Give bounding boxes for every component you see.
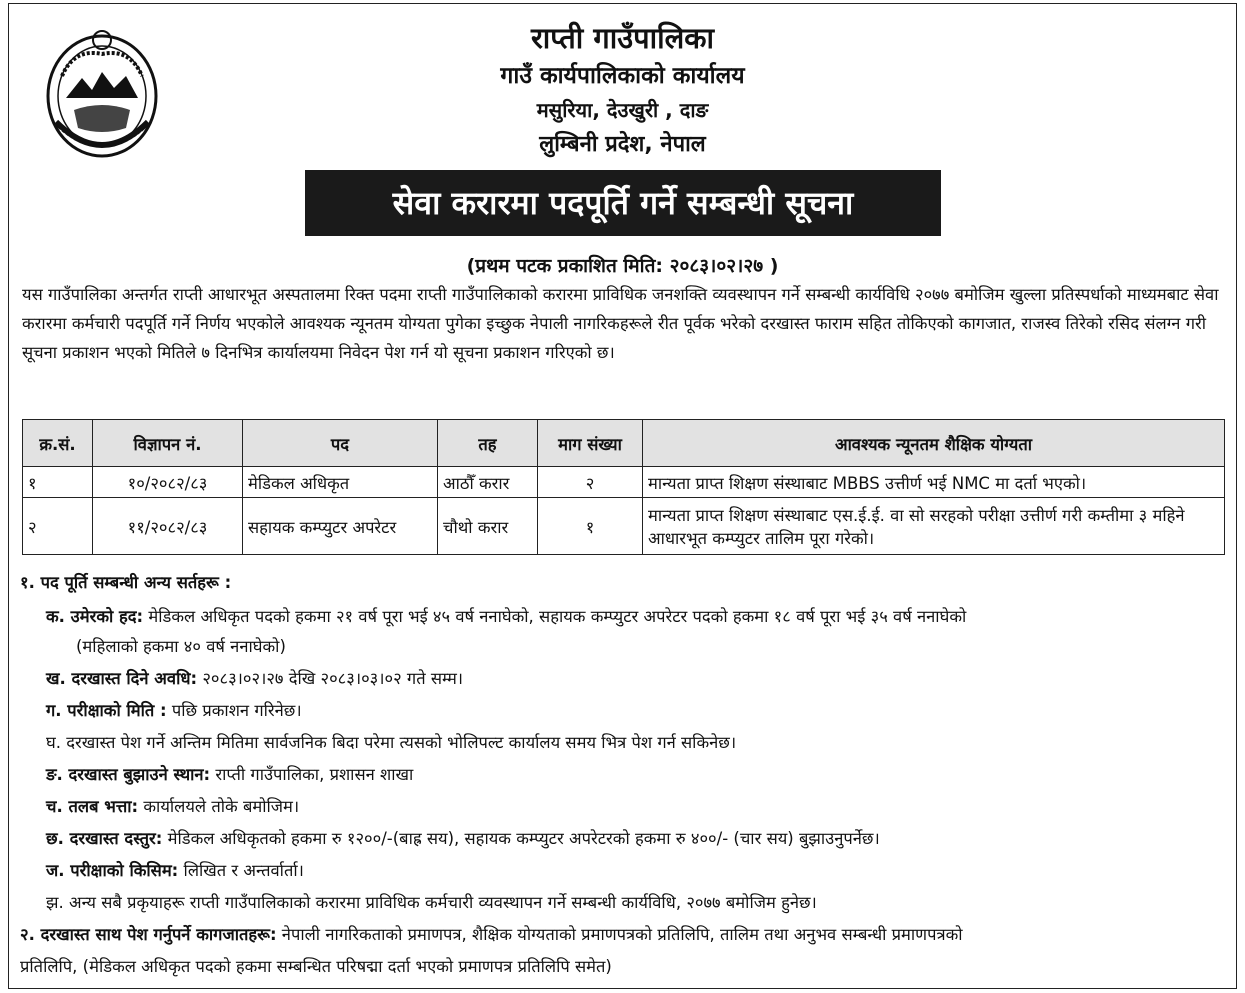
condition-label: क. उमेरको हद: xyxy=(46,607,144,626)
table-row xyxy=(23,467,1225,498)
col-sn: क्र.सं. xyxy=(23,420,93,467)
vacancy-table xyxy=(22,419,1225,555)
condition-salary xyxy=(46,794,299,817)
condition-text: मेडिकल अधिकृतको हकमा रु १२००/-(बाह्र सय), सहायक कम्प्युटर अपरेटरको हकमा रु ४००/- (चार सय) बुझाउनुपर्नेछ। xyxy=(162,829,880,848)
col-demand: माग संख्या xyxy=(538,420,643,467)
col-post: पद xyxy=(243,420,438,467)
condition-text: लिखित र अन्तर्वार्ता। xyxy=(178,861,304,880)
condition-text: कार्यालयले तोके बमोजिम। xyxy=(138,797,300,816)
condition-exam-date xyxy=(46,698,302,721)
cell-sn: २ xyxy=(23,498,93,555)
province-name: लुम्बिनी प्रदेश, नेपाल xyxy=(539,132,706,157)
cell-sn: १ xyxy=(23,467,93,498)
table-row xyxy=(23,498,1225,555)
col-level: तह xyxy=(438,420,538,467)
condition-exam-type xyxy=(46,858,304,881)
condition-age xyxy=(46,604,966,627)
cell-demand: २ xyxy=(538,467,643,498)
cell-qualification: मान्यता प्राप्त शिक्षण संस्थाबाट एस.ई.ई. वा सो सरहको परीक्षा उत्तीर्ण गरी कम्तीमा ३ महिने आधारभूत कम्प्युटर तालिम पूरा गरेको। xyxy=(643,498,1225,555)
section2-documents-cont: प्रतिलिपि, (मेडिकल अधिकृत पदको हकमा सम्बन्धित परिषद्मा दर्ता भएको प्रमाणपत्र प्रतिलिपि समेत) xyxy=(20,957,612,976)
office-name: गाउँ कार्यपालिकाको कार्यालय xyxy=(500,63,745,89)
intro-paragraph: यस गाउँपालिका अन्तर्गत राप्ती आधारभूत अस्पतालमा रिक्त पदमा राप्ती गाउँपालिकाको करारमा प्राविधिक जनशक्ति व्यवस्थापन गर्ने सम्बन्धी कार्यविधि २०७७ बमोजिम खुल्ला प्रतिस्पर्धाको माध्यमबाट सेवा करारमा कर्मचारी पदपूर्ति गर्ने निर्णय भएकोले आवश्यक न्यूनतम योग्यता पुगेका इच्छुक नेपाली नागरिकहरूले रीत पूर्वक भरेको दरखास्त फाराम सहित तोकिएको कागजात, राजस्व तिरेको रसिद संलग्न गरी सूचना प्रकाशन भएको मितिले ७ दिनभित्र कार्यालयमा निवेदन पेश गर्न यो सूचना प्रकाशन गरिएको छ। xyxy=(22,285,1219,362)
nepal-government-emblem-icon xyxy=(34,18,170,168)
col-ad-no: विज्ञापन नं. xyxy=(93,420,243,467)
condition-submission-place xyxy=(46,762,413,785)
section2-text: नेपाली नागरिकताको प्रमाणपत्र, शैक्षिक योग्यताको प्रमाणपत्रको प्रतिलिपि, तालिम तथा अनुभव सम्बन्धी प्रमाणपत्रको xyxy=(276,925,963,944)
section1-heading: १. पद पूर्ति सम्बन्धी अन्य सर्तहरू : xyxy=(20,573,232,592)
condition-text: मेडिकल अधिकृत पदको हकमा २१ वर्ष पूरा भई ४५ वर्ष ननाघेको, सहायक कम्प्युटर अपरेटर पदको हकमा १८ वर्ष पूरा भई ३५ वर्ष ननाघेको xyxy=(143,607,967,626)
condition-label: ज. परीक्षाको किसिम: xyxy=(46,861,179,880)
cell-post: मेडिकल अधिकृत xyxy=(243,467,438,498)
cell-level: आठौँ करार xyxy=(438,467,538,498)
section2-documents xyxy=(20,922,963,945)
municipality-name: राप्ती गाउँपालिका xyxy=(530,21,715,55)
condition-application-period xyxy=(46,666,463,689)
col-qualification: आवश्यक न्यूनतम शैक्षिक योग्यता xyxy=(643,420,1225,467)
cell-demand: १ xyxy=(538,498,643,555)
notice-title: सेवा करारमा पदपूर्ति गर्ने सम्बन्धी सूचना xyxy=(305,170,941,236)
condition-label: ख. दरखास्त दिने अवधि: xyxy=(46,669,198,688)
condition-text: राप्ती गाउँपालिका, प्रशासन शाखा xyxy=(210,765,414,784)
office-address: मसुरिया, देउखुरी , दाङ xyxy=(536,98,709,122)
condition-label: ग. परीक्षाको मिति : xyxy=(46,701,167,720)
condition-age-women: (महिलाको हकमा ४० वर्ष ननाघेको) xyxy=(76,637,286,656)
cell-ad-no: १०/२०८२/८३ xyxy=(93,467,243,498)
section2-label: २. दरखास्त साथ पेश गर्नुपर्ने कागजातहरू: xyxy=(20,925,277,944)
condition-label: ङ. दरखास्त बुझाउने स्थान: xyxy=(46,765,211,784)
cell-ad-no: ११/२०८२/८३ xyxy=(93,498,243,555)
cell-qualification: मान्यता प्राप्त शिक्षण संस्थाबाट MBBS उत्तीर्ण भई NMC मा दर्ता भएको। xyxy=(643,467,1225,498)
condition-holiday: घ. दरखास्त पेश गर्ने अन्तिम मितिमा सार्वजनिक बिदा परेमा त्यसको भोलिपल्ट कार्यालय समय भित्र पेश गर्न सकिनेछ। xyxy=(46,733,737,752)
condition-text: पछि प्रकाशन गरिनेछ। xyxy=(166,701,302,720)
condition-text: २०८३।०२।२७ देखि २०८३।०३।०२ गते सम्म। xyxy=(197,669,464,688)
condition-label: च. तलब भत्ता: xyxy=(46,797,139,816)
cell-level: चौथो करार xyxy=(438,498,538,555)
condition-fee xyxy=(46,826,880,849)
published-date: (प्रथम पटक प्रकाशित मिति: २०८३।०२।२७ ) xyxy=(466,255,779,277)
condition-label: छ. दरखास्त दस्तुर: xyxy=(46,829,163,848)
condition-other-procedures: झ. अन्य सबै प्रकृयाहरू राप्ती गाउँपालिकाको करारमा प्राविधिक कर्मचारी व्यवस्थापन गर्ने सम्बन्धी कार्यविधि, २०७७ बमोजिम हुनेछ। xyxy=(46,893,817,912)
cell-post: सहायक कम्प्युटर अपरेटर xyxy=(243,498,438,555)
table-header-row xyxy=(23,420,1225,467)
